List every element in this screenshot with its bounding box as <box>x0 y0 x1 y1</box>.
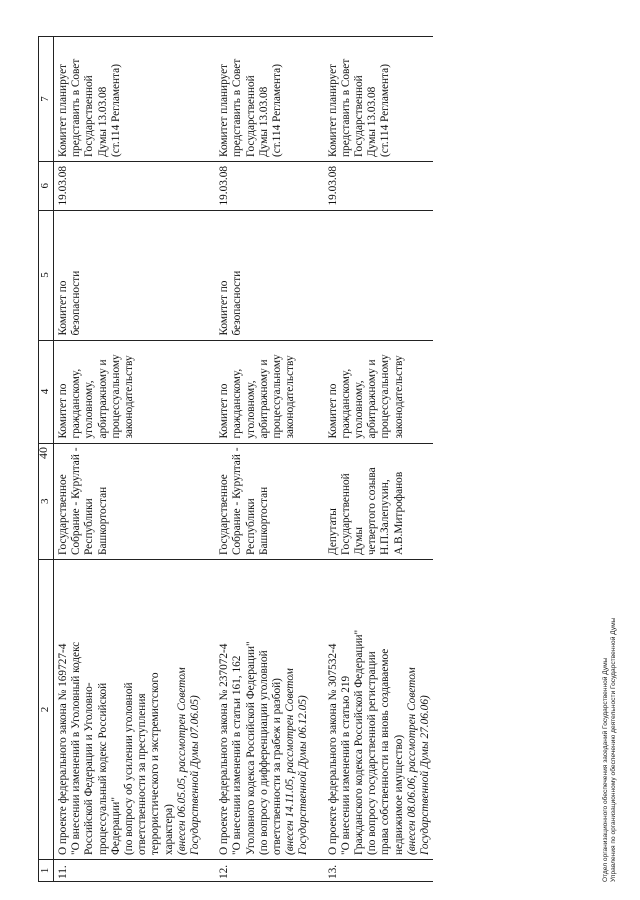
bill-text-line: недвижимое имущество) <box>392 734 405 855</box>
date-cell: 19.03.08 <box>214 162 322 211</box>
responsible-committee-cell <box>323 340 434 443</box>
committee-line: гражданскому, <box>339 368 352 439</box>
initiator-line: четвертого созыва <box>366 467 379 555</box>
bill-text-line: характера) <box>162 804 175 855</box>
bill-title-cell <box>323 560 434 860</box>
date-cell: 19.03.08 <box>54 162 215 211</box>
committee-line: законодательству <box>392 355 405 439</box>
bill-text-line: Уголовного кодекса Российской Федерации" <box>244 641 257 855</box>
committee-line: Комитет по <box>57 383 69 439</box>
initiator-line: Башкортостан <box>96 486 109 555</box>
initiator-line: Башкортостан <box>257 486 270 555</box>
table-row <box>54 37 215 882</box>
bill-text-line: (по вопросу об усилении уголовной <box>123 682 136 855</box>
initiator-line: Собрание - Курултай - <box>231 447 244 555</box>
bills-table <box>38 36 433 882</box>
bill-text-line: ответственности за грабеж и разбой) <box>271 678 284 855</box>
bill-text-line: Гражданского кодекса Российской Федерации" <box>353 629 366 855</box>
bill-text-line: "О внесении изменений в Уголовный кодекс <box>70 641 83 855</box>
responsible-committee-cell <box>214 340 322 443</box>
committee-line: процессуальному <box>271 354 284 439</box>
initiator-line: Депутаты <box>326 508 339 555</box>
bill-submission-note: (внесен 14.11.05, рассмотрен Советом <box>284 668 297 855</box>
committee-line: законодательству <box>284 355 297 439</box>
column-header: 2 <box>39 560 54 860</box>
co-committee-line: Комитет по <box>218 280 231 336</box>
committee-line: процессуальному <box>379 354 392 439</box>
decision-line: Государственной <box>353 75 366 157</box>
row-number: 12. <box>214 860 322 882</box>
decision-line: Думы 13.03.08 <box>96 86 109 157</box>
co-committee-line: безопасности <box>231 270 244 336</box>
co-executor-committee-cell <box>323 210 434 340</box>
co-committee-line: безопасности <box>70 270 83 336</box>
bill-text-line: "О внесении изменений в статью 219 <box>339 675 352 855</box>
bill-text-line: О проекте федерального закона № 237072-4 <box>218 643 231 855</box>
bill-text-line: права собственности на вновь создаваемое <box>379 648 392 855</box>
committee-line: гражданскому, <box>70 368 83 439</box>
row-number: 11. <box>54 860 215 882</box>
bill-text-line: О проекте федерального закона № 169727-4 <box>57 643 69 855</box>
decision-cell <box>54 37 215 162</box>
decision-line: (ст.114 Регламента) <box>109 64 122 157</box>
bill-text-line: террористического и экстремистского <box>149 672 162 855</box>
committee-line: процессуальному <box>109 354 122 439</box>
committee-line: гражданскому, <box>231 368 244 439</box>
bill-submission-note: (внесен 06.05.05, рассмотрен Советом <box>175 667 188 855</box>
committee-line: Комитет по <box>326 383 339 439</box>
decision-line: (ст.114 Регламента) <box>271 64 284 157</box>
decision-line: Государственной <box>83 75 96 157</box>
decision-line: представить в Совет <box>339 58 352 157</box>
co-committee-line: Комитет по <box>57 280 69 336</box>
initiator-cell <box>214 443 322 559</box>
footer-line: Управления по организационному обеспечению деятельности Государственной Думы <box>610 617 617 882</box>
bill-submission-note: Государственной Думы 06.12.05) <box>297 695 310 855</box>
footer-line: Отдел организационного обеспечения заседаний Государственной Думы <box>602 657 609 882</box>
date-cell: 19.03.08 <box>323 162 434 211</box>
footer-note <box>602 618 618 882</box>
committee-line: уголовному, <box>244 380 257 439</box>
bill-text-line: Федерации" <box>109 797 122 855</box>
decision-line: Думы 13.03.08 <box>257 86 270 157</box>
initiator-line: Государственное <box>218 474 231 555</box>
bill-title-cell <box>214 560 322 860</box>
decision-line: Комитет планирует <box>326 63 339 157</box>
initiator-line: Республики <box>83 498 96 555</box>
bill-text-line: (по вопросу государственной регистрации <box>366 651 379 855</box>
decision-line: представить в Совет <box>231 58 244 157</box>
co-executor-committee-cell <box>54 210 215 340</box>
committee-line: арбитражному и <box>366 359 379 439</box>
column-header: 6 <box>39 162 54 211</box>
committee-line: уголовному, <box>83 380 96 439</box>
column-header: 1 <box>39 860 54 882</box>
initiator-cell <box>54 443 215 559</box>
initiator-line: Собрание - Курултай - <box>70 447 83 555</box>
bill-text-line: процессуальный кодекс Российской <box>96 682 109 855</box>
initiator-line: А.В.Митрофанов <box>392 471 405 555</box>
column-header: 5 <box>39 210 54 340</box>
committee-line: уголовному, <box>353 380 366 439</box>
bill-text-line: "О внесении изменений в статьи 161, 162 <box>231 655 244 855</box>
committee-line: законодательству <box>123 355 136 439</box>
decision-line: (ст.114 Регламента) <box>379 64 392 157</box>
bill-text-line: О проекте федерального закона № 307532-4 <box>326 643 339 855</box>
initiator-cell <box>323 443 434 559</box>
decision-line: Думы 13.03.08 <box>366 86 379 157</box>
initiator-line: Н.П.Залепухин, <box>379 479 392 555</box>
bill-text-line: Российской Федерации и Уголовно- <box>83 682 96 855</box>
table-row <box>214 37 322 882</box>
decision-cell <box>214 37 322 162</box>
committee-line: арбитражному и <box>257 359 270 439</box>
responsible-committee-cell <box>54 340 215 443</box>
bill-text-line: ответственности за преступления <box>136 693 149 855</box>
committee-line: арбитражному и <box>96 359 109 439</box>
committee-line: Комитет по <box>218 383 231 439</box>
decision-cell <box>323 37 434 162</box>
co-executor-committee-cell <box>214 210 322 340</box>
bill-submission-note: (внесен 08.06.06, рассмотрен Советом <box>405 667 418 855</box>
initiator-line: Республики <box>244 498 257 555</box>
decision-line: представить в Совет <box>70 58 83 157</box>
bill-title-cell <box>54 560 215 860</box>
row-number: 13. <box>323 860 434 882</box>
initiator-line: Государственное <box>57 474 69 555</box>
column-header: 3 <box>39 443 54 559</box>
decision-line: Комитет планирует <box>218 63 231 157</box>
initiator-line: Думы <box>353 527 366 555</box>
decision-line: Комитет планирует <box>57 63 69 157</box>
initiator-line: Государственной <box>339 473 352 555</box>
column-header: 4 <box>39 340 54 443</box>
page-number: 40 <box>36 447 50 459</box>
decision-line: Государственной <box>244 75 257 157</box>
column-header: 7 <box>39 37 54 162</box>
header-row <box>39 37 54 882</box>
bill-submission-note: Государственной Думы 07.06.05) <box>189 695 202 855</box>
bill-text-line: (по вопросу о дифференциации уголовной <box>257 650 270 855</box>
table-row <box>323 37 434 882</box>
bill-submission-note: Государственной Думы 27.06.06) <box>419 695 432 855</box>
